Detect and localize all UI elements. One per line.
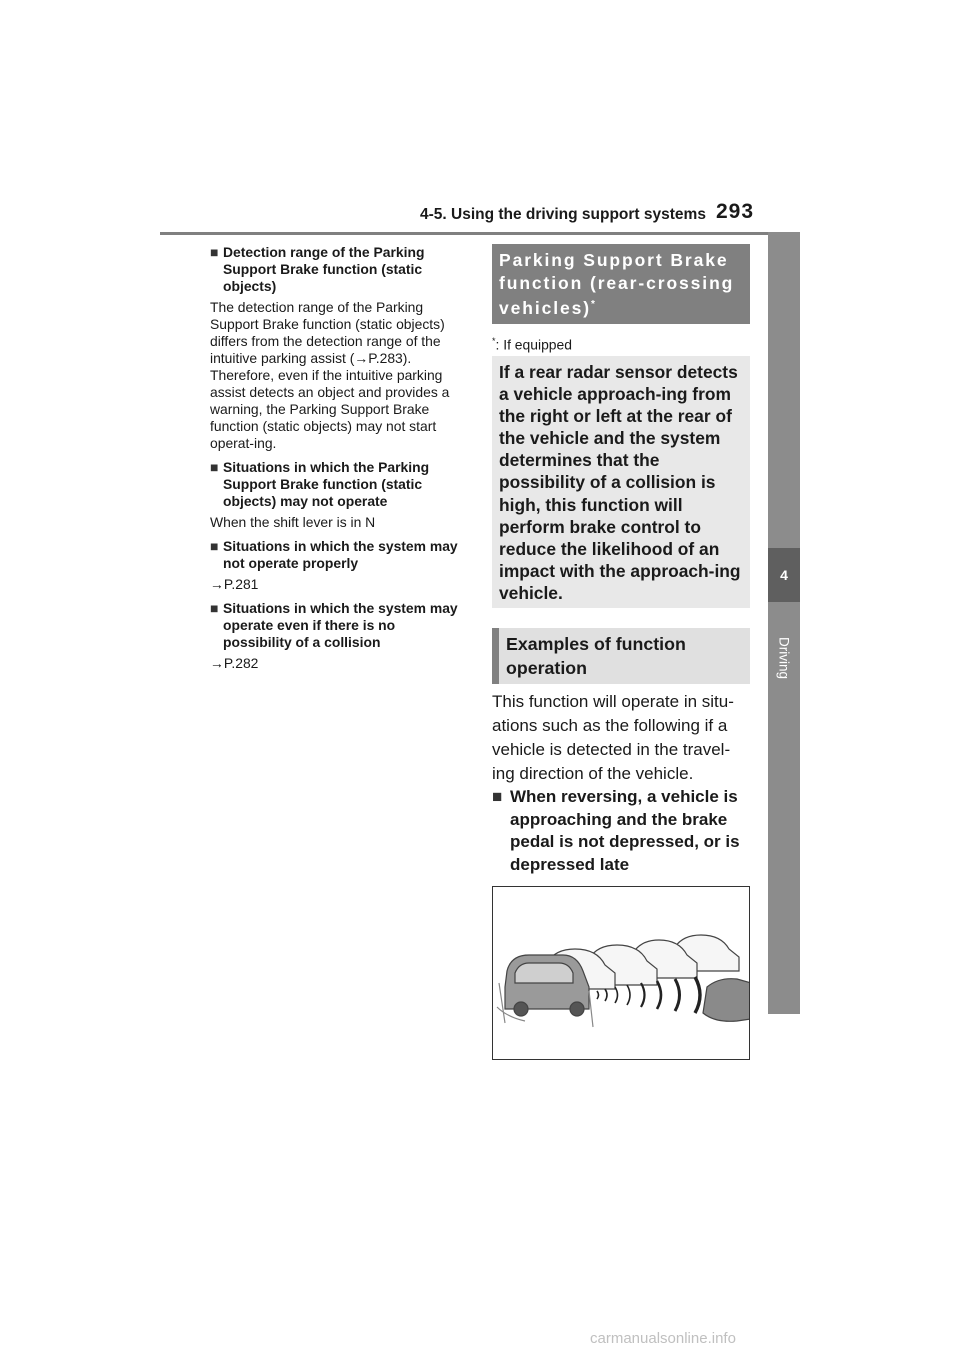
- section-header-title: 4-5. Using the driving support systems: [420, 206, 706, 223]
- subheading-may-not-operate: ■ Situations in which the Parking Support Brake function (static objects) may not operate: [210, 459, 430, 509]
- square-bullet-icon: ■: [210, 459, 219, 475]
- subheading-not-operate-properly: ■ Situations in which the system may not operate properly: [210, 538, 458, 571]
- page-number: 293: [716, 200, 755, 223]
- square-bullet-icon: ■: [492, 787, 503, 806]
- example-heading: ■ When reversing, a vehicle is approaching and the brake pedal is not depressed, or is depressed late: [492, 787, 740, 874]
- detection-range-body: The detection range of the Parking Support Brake function (static objects) differs from the detection range of the intuitive parking assist (→P.283). Therefore, even if the intuitive parking assist detects an object and provides a warning, the Parking Support Brake function (static objects) may not start operat-ing.: [210, 299, 450, 451]
- footnote: *: If equipped: [492, 336, 572, 353]
- section-title-bar: [492, 244, 750, 324]
- rear-crossing-illustration: [492, 886, 750, 1060]
- watermark: carmanualsonline.info: [590, 1330, 736, 1347]
- section-title-mark: *: [591, 299, 595, 310]
- page-reference-281: →P.281: [210, 576, 259, 592]
- operation-paragraph: This function will operate in situ-ations such as the following if a vehicle is detected in the travel-ing direction of the vehicle.: [492, 692, 734, 783]
- header-divider: [160, 232, 800, 235]
- summary-text: If a rear radar sensor detects a vehicle approach-ing from the right or left at the rear of the vehicle and the system determines that the possibility of a collision is high, this function will perform brake control to reduce the likelihood of an impact with the approach-ing vehicle.: [499, 362, 741, 603]
- page-reference-282: →P.282: [210, 655, 259, 671]
- square-bullet-icon: ■: [210, 600, 219, 616]
- may-not-operate-body: When the shift lever is in N: [210, 514, 376, 530]
- left-column: [210, 244, 466, 672]
- square-bullet-icon: ■: [210, 244, 219, 260]
- subheading-operate-without-collision: ■ Situations in which the system may operate even if there is no possibility of a collision: [210, 600, 458, 650]
- chapter-label: Driving: [776, 636, 792, 680]
- parking-lot-drawing: [493, 887, 749, 1059]
- subsection-title: Examples of function operation: [506, 634, 686, 678]
- subsection-title-bar: [492, 628, 750, 684]
- section-title: Parking Support Brake function (rear-crossing vehicles): [499, 250, 735, 318]
- chapter-number: 4: [768, 548, 800, 602]
- subheading-detection-range: ■ Detection range of the Parking Support Brake function (static objects): [210, 244, 425, 294]
- square-bullet-icon: ■: [210, 538, 219, 554]
- summary-box: [492, 356, 750, 608]
